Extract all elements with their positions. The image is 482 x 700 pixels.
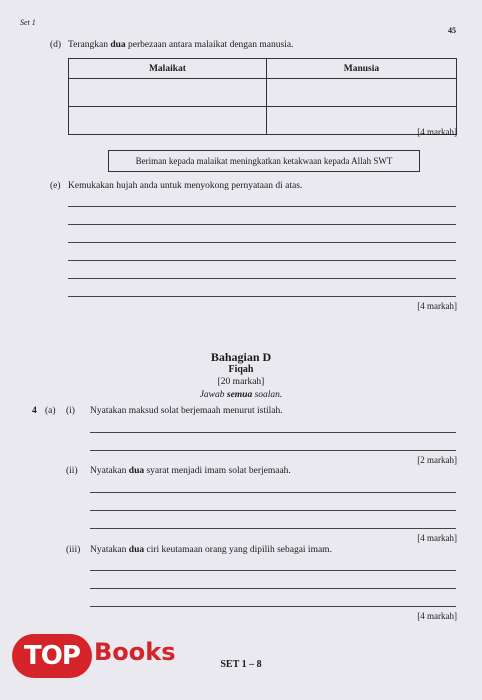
question-4ii-text-pre: Nyatakan xyxy=(90,466,129,476)
answer-line[interactable] xyxy=(68,224,456,225)
answer-line[interactable] xyxy=(90,528,456,529)
question-4iii-text-pre: Nyatakan xyxy=(90,545,129,555)
page-footer: SET 1 – 8 xyxy=(220,659,262,670)
set-label: Set 1 xyxy=(20,18,36,27)
question-4-number: 4 xyxy=(32,406,37,416)
section-subject: Fiqah xyxy=(228,364,254,375)
table-header-manusia: Manusia xyxy=(266,59,456,79)
table-header-malaikat: Malaikat xyxy=(69,59,267,79)
answer-line[interactable] xyxy=(68,278,456,279)
statement-box: Beriman kepada malaikat meningkatkan ketakwaan kepada Allah SWT xyxy=(108,150,420,172)
answer-line[interactable] xyxy=(90,510,456,511)
question-4ii-label: (ii) xyxy=(66,466,78,476)
answer-line[interactable] xyxy=(90,588,456,589)
question-4iii-label: (iii) xyxy=(66,545,81,555)
section-marks: [20 markah] xyxy=(217,377,265,387)
answer-cell[interactable] xyxy=(69,107,267,135)
question-4ii-text xyxy=(90,466,291,476)
question-4iii-marks: [4 markah] xyxy=(417,611,457,621)
section-instruction-pre: Jawab xyxy=(199,390,227,400)
question-4iii-text-bold: dua xyxy=(128,545,145,555)
question-d-text-pre: Terangkan xyxy=(68,40,111,50)
answer-cell[interactable] xyxy=(266,79,456,107)
answer-line[interactable] xyxy=(68,260,456,261)
question-4ii-text-post: syarat menjadi imam solat berjemaah. xyxy=(144,466,291,476)
answer-line[interactable] xyxy=(90,432,456,433)
question-4ii-text-bold: dua xyxy=(128,466,145,476)
section-instruction xyxy=(0,390,482,400)
question-4i-marks: [2 markah] xyxy=(417,455,457,465)
question-4iii-text xyxy=(90,545,332,555)
answer-line[interactable] xyxy=(90,450,456,451)
question-d-label: (d) xyxy=(50,40,62,50)
question-4-part: (a) xyxy=(45,406,56,416)
question-d-text xyxy=(68,40,293,50)
logo-top-badge: TOP xyxy=(12,634,92,678)
question-4iii-text-post: ciri keutamaan orang yang dipilih sebagai imam. xyxy=(144,545,332,555)
question-d-text-post: perbezaan antara malaikat dengan manusia. xyxy=(125,40,294,50)
question-e-label: (e) xyxy=(50,181,61,191)
question-d-marks: [4 markah] xyxy=(417,127,457,137)
question-e-text: Kemukakan hujah anda untuk menyokong pernyataan di atas. xyxy=(68,181,303,191)
answer-line[interactable] xyxy=(68,296,456,297)
answer-line[interactable] xyxy=(68,242,456,243)
answer-table xyxy=(68,58,457,135)
question-4i-label: (i) xyxy=(66,406,75,416)
answer-line[interactable] xyxy=(68,206,456,207)
page-number: 45 xyxy=(448,26,456,35)
section-instruction-bold: semua xyxy=(226,390,253,400)
section-title: Bahagian D xyxy=(210,350,272,364)
section-instruction-post: soalan. xyxy=(252,390,283,400)
answer-line[interactable] xyxy=(90,492,456,493)
question-e-marks: [4 markah] xyxy=(417,301,457,311)
topbooks-logo xyxy=(10,632,200,682)
answer-line[interactable] xyxy=(90,570,456,571)
question-4i-text: Nyatakan maksud solat berjemaah menurut istilah. xyxy=(90,406,283,416)
answer-line[interactable] xyxy=(90,606,456,607)
question-4ii-marks: [4 markah] xyxy=(417,533,457,543)
question-d-text-bold: dua xyxy=(110,40,126,50)
answer-cell[interactable] xyxy=(69,79,267,107)
logo-books-text: Books xyxy=(94,638,176,666)
